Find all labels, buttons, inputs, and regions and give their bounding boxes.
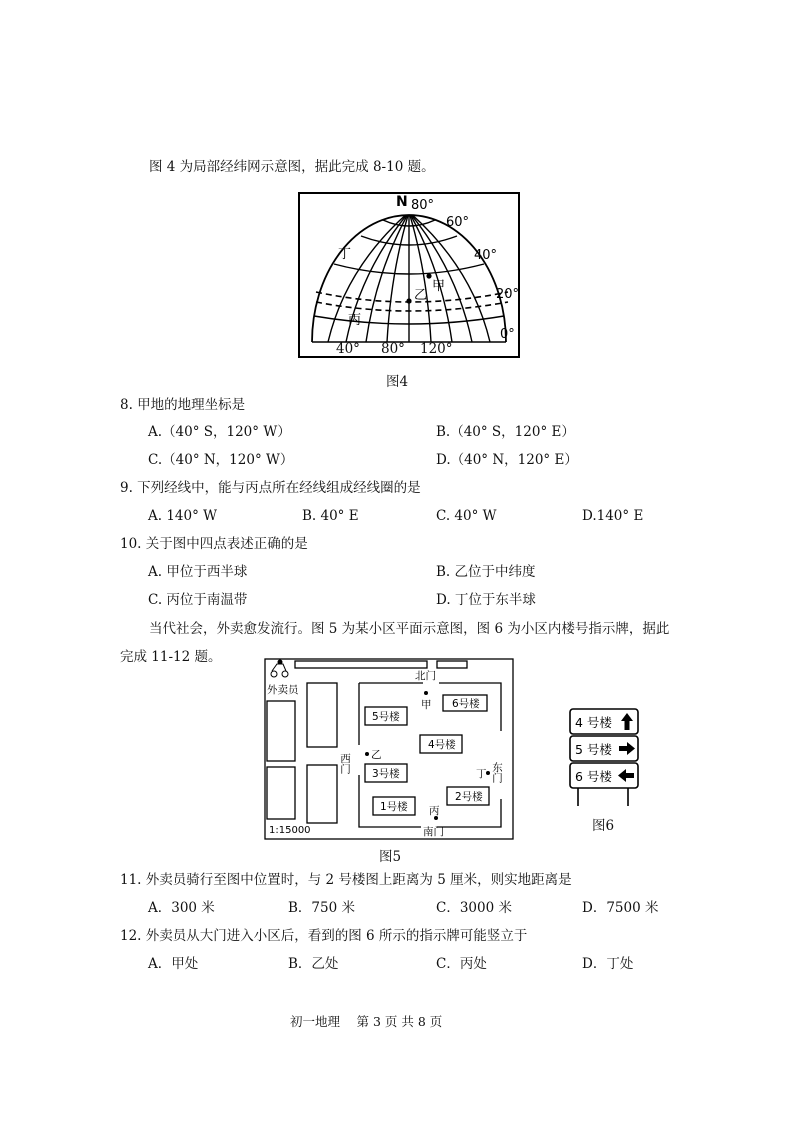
q12-stem: 12. 外卖员从大门进入小区后，看到的图 6 所示的指示牌可能竖立于 [120, 928, 528, 944]
q10-stem: 10. 关于图中四点表述正确的是 [120, 536, 308, 552]
q8-stem: 8. 甲地的地理坐标是 [120, 397, 246, 413]
sign-4-label: 4 号楼 [575, 715, 612, 730]
fig4-lon-40: 40° [336, 341, 360, 357]
fig5-building-6: 6号楼 [452, 698, 480, 710]
q12-option-a: A．甲处 [148, 956, 199, 972]
fig5-scale: 1:15000 [269, 825, 311, 836]
q8-option-d: D.（40° N，120° E） [436, 452, 578, 468]
q12-option-c: C．丙处 [436, 956, 487, 972]
intro-fig5-line1: 当代社会，外卖愈发流行。图 5 为某小区平面示意图，图 6 为小区内楼号指示牌，据此 [149, 621, 670, 637]
fig5-west-gate-label: 西门 [339, 753, 351, 774]
fig5-north-gate: 北门 [415, 670, 436, 682]
fig5-point-ding: 丁 [476, 768, 487, 780]
sign-6-label: 6 号楼 [575, 769, 612, 784]
intro-fig5-line2: 完成 11-12 题。 [120, 649, 222, 665]
fig4-lat-40: 40° [474, 248, 498, 263]
fig6-caption: 图6 [592, 818, 615, 834]
q9-option-c: C. 40° W [436, 508, 497, 524]
q8-option-b: B.（40° S，120° E） [436, 424, 575, 440]
fig5-building-4: 4号楼 [428, 739, 456, 751]
fig4-point-bing: 丙 [348, 313, 362, 328]
fig4-lon-120: 120° [420, 341, 453, 357]
fig5-building-3: 3号楼 [372, 768, 400, 780]
q11-option-c: C．3000 米 [436, 900, 512, 916]
q11-option-a: A．300 米 [148, 900, 215, 916]
fig4-point-yi: 乙 [414, 288, 428, 303]
fig5-point-bing: 丙 [429, 805, 440, 817]
fig5-courier-label: 外卖员 [267, 684, 299, 696]
fig4-lat-60: 60° [446, 215, 470, 230]
fig4-caption: 图4 [386, 374, 409, 390]
q9-stem: 9. 下列经线中，能与丙点所在经线组成经线圈的是 [120, 480, 421, 496]
fig4-point-yi-dot [406, 298, 411, 303]
q8-option-c: C.（40° N，120° W） [148, 452, 294, 468]
fig4-lat-20: 20° [496, 287, 520, 302]
q11-option-d: D．7500 米 [582, 900, 659, 916]
fig4-lon-80: 80° [381, 341, 405, 357]
fig5-point-yi: 乙 [371, 749, 382, 761]
figure-6-signpost [566, 706, 642, 812]
fig5-caption: 图5 [379, 849, 402, 865]
q12-option-b: B．乙处 [288, 956, 339, 972]
q9-option-a: A. 140° W [148, 508, 218, 524]
fig4-pole-label: N [396, 194, 408, 210]
fig5-east-gate-label: 东门 [491, 762, 503, 783]
fig5-south-gate: 南门 [423, 826, 444, 838]
figure-4-graticule [298, 192, 520, 362]
fig5-building-5: 5号楼 [372, 711, 400, 723]
fig4-lat-80: 80° [411, 198, 435, 213]
q9-option-b: B. 40° E [302, 508, 359, 524]
fig5-point-jia: 甲 [421, 699, 432, 711]
q12-option-d: D．丁处 [582, 956, 634, 972]
intro-fig4: 图 4 为局部经纬网示意图，据此完成 8-10 题。 [149, 159, 435, 175]
fig5-building-1: 1号楼 [380, 801, 408, 813]
fig5-building-2: 2号楼 [455, 791, 483, 803]
fig4-point-jia: 甲 [432, 279, 446, 294]
q9-option-d: D.140° E [582, 508, 644, 524]
q11-option-b: B．750 米 [288, 900, 355, 916]
q10-option-c: C. 丙位于南温带 [148, 592, 248, 608]
page-footer: 初一地理 第 3 页 共 8 页 [290, 1014, 443, 1029]
courier-scooter-icon [271, 660, 288, 677]
q10-option-d: D. 丁位于东半球 [436, 592, 536, 608]
q8-option-a: A.（40° S，120° W） [148, 424, 291, 440]
fig4-point-ding: 丁 [338, 247, 352, 262]
q10-option-b: B. 乙位于中纬度 [436, 564, 536, 580]
sign-5-label: 5 号楼 [575, 742, 612, 757]
fig4-point-jia-dot [426, 273, 431, 278]
q11-stem: 11. 外卖员骑行至图中位置时，与 2 号楼图上距离为 5 厘米，则实地距离是 [120, 872, 572, 888]
figure-5-community-plan [263, 657, 515, 845]
fig4-lat-0: 0° [500, 327, 515, 342]
q10-option-a: A. 甲位于西半球 [148, 564, 248, 580]
